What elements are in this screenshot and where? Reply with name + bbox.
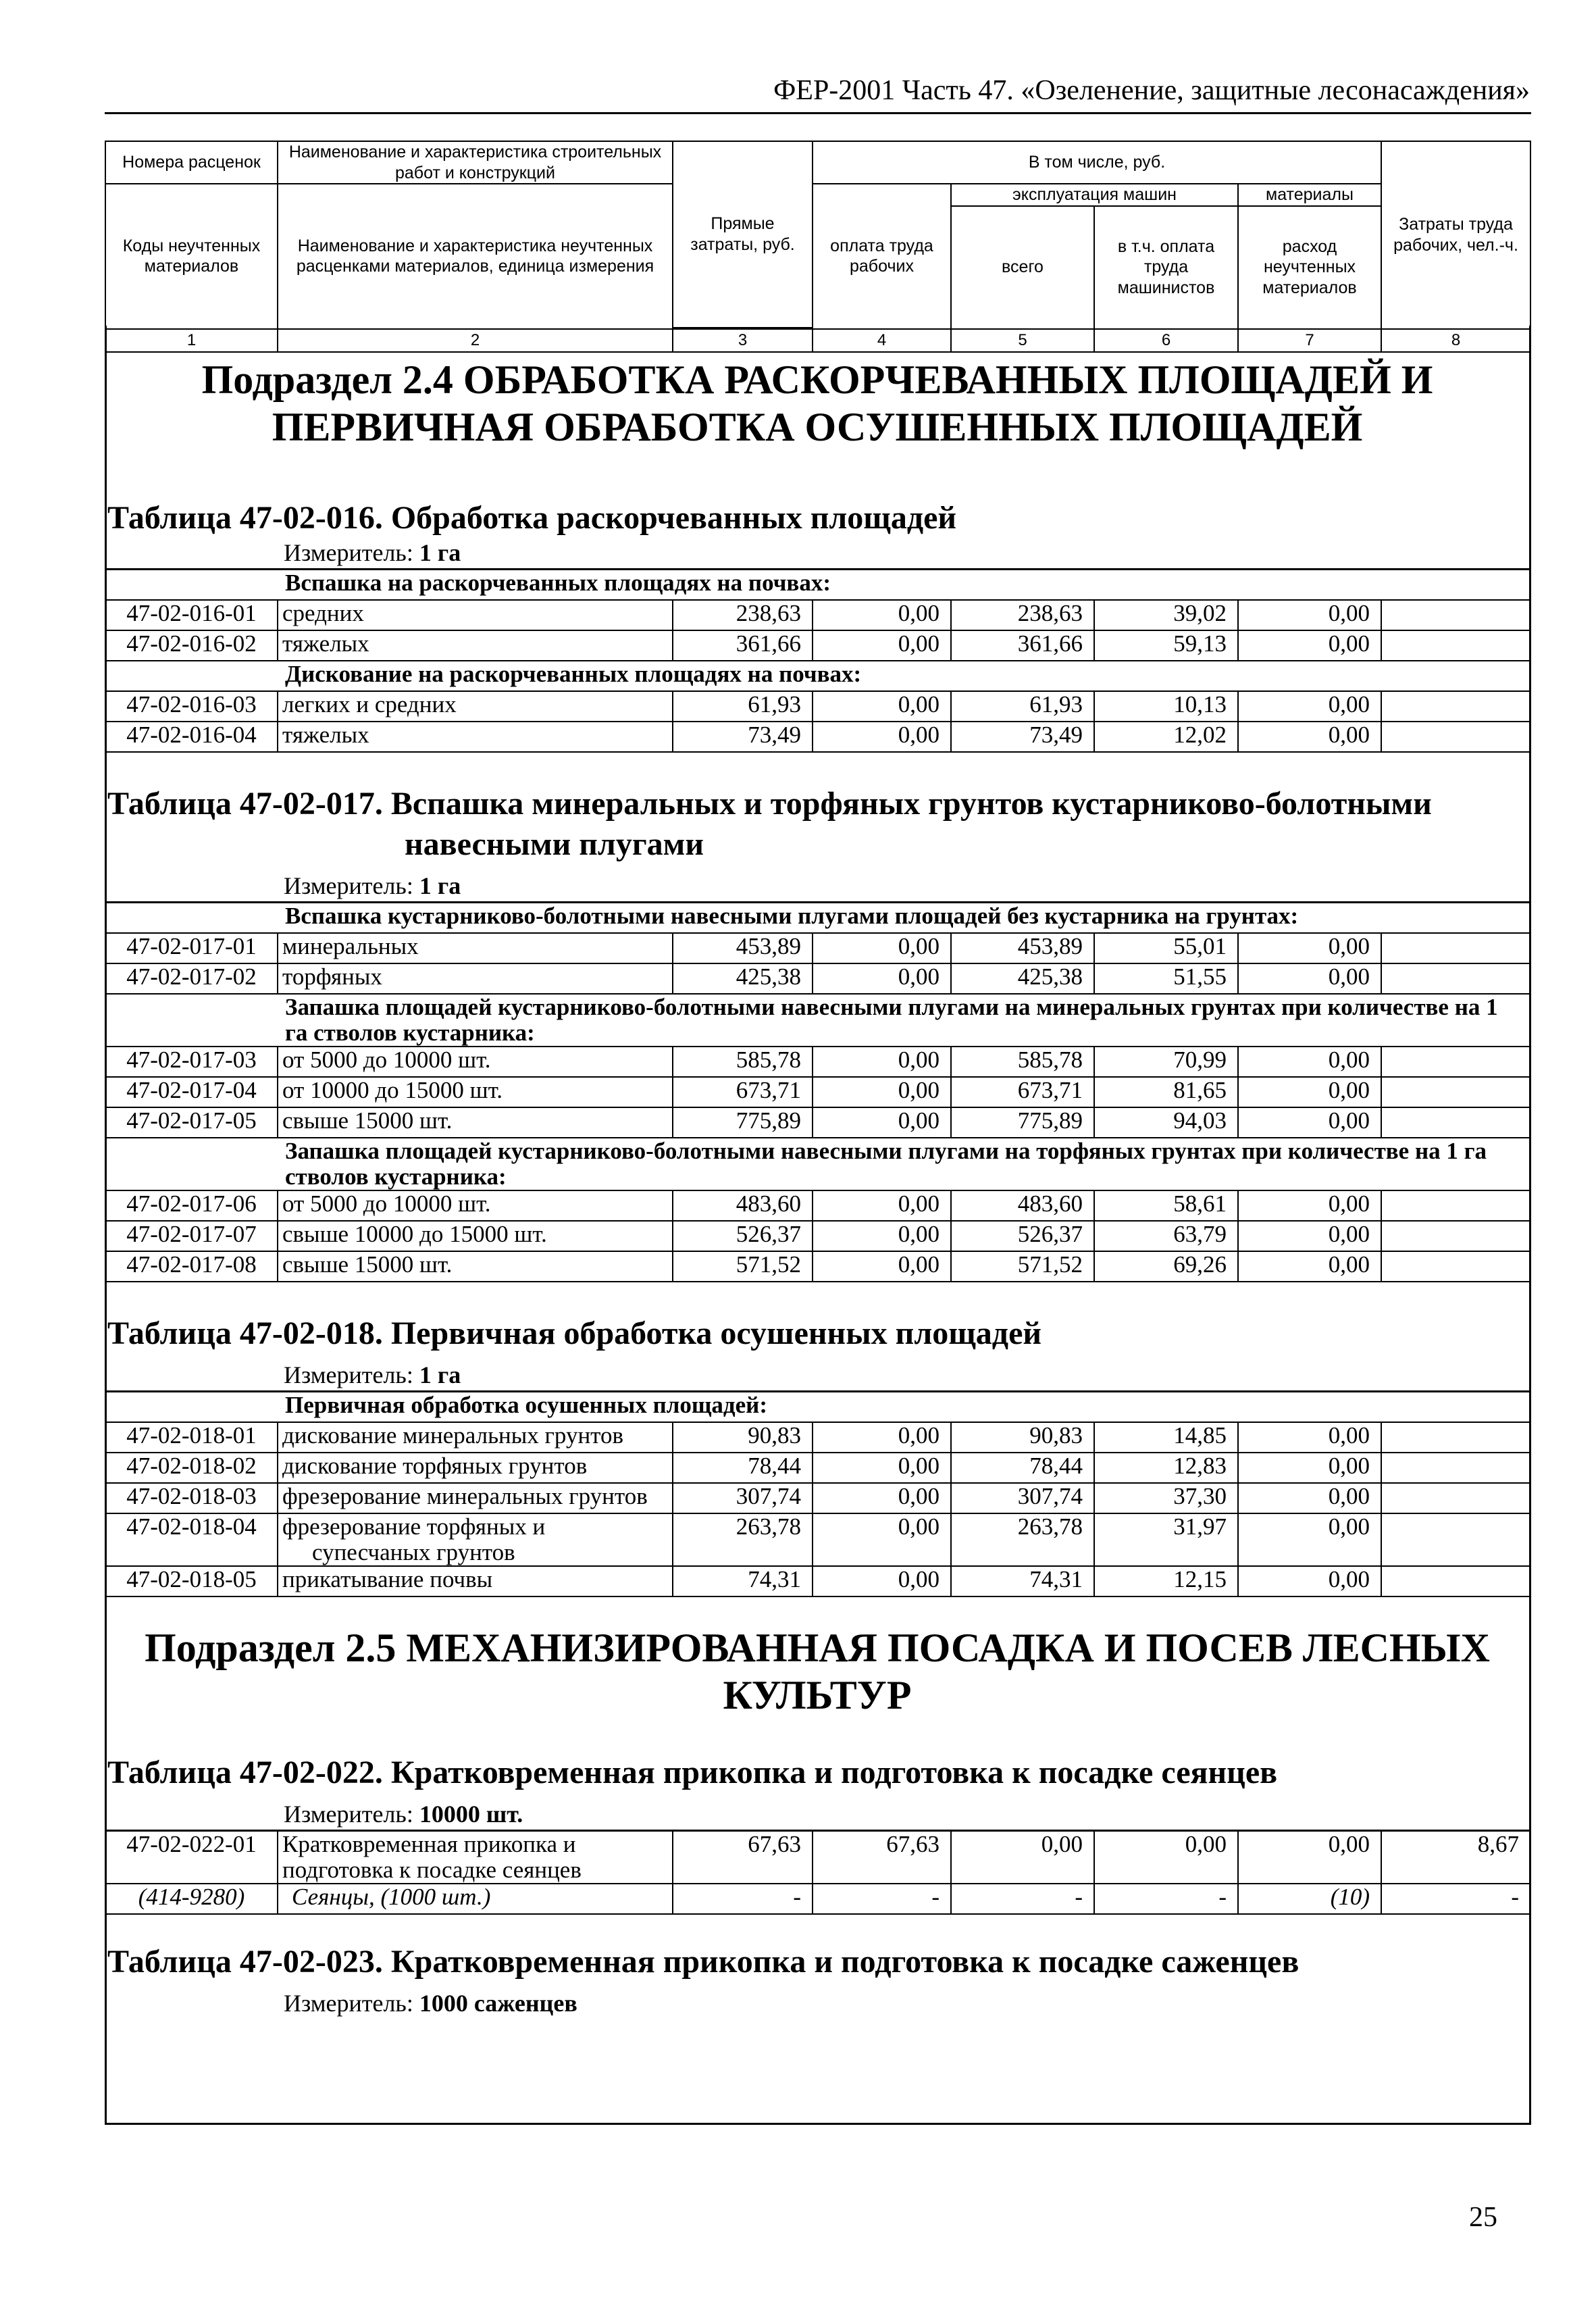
measurer-value: 1 га	[419, 539, 461, 566]
machine-total: 263,78	[951, 1513, 1094, 1566]
rate-code: 47-02-016-04	[105, 722, 278, 752]
direct-costs: 453,89	[673, 933, 813, 963]
work-name: минеральных	[278, 933, 673, 963]
worker-wages: 0,00	[813, 1513, 951, 1566]
table-47-02-017	[105, 901, 1531, 1282]
machine-total: 74,31	[951, 1566, 1094, 1596]
group-heading: Первичная обработка осушенных площадей:	[105, 1392, 1530, 1423]
machine-total: 453,89	[951, 933, 1094, 963]
operator-wages: 59,13	[1094, 630, 1238, 661]
group-heading: Запашка площадей кустарниково-болотными навесными плугами на минеральных грунтах при количестве на 1 га стволов кустарника:	[105, 994, 1530, 1047]
measurer-label: Измеритель:	[284, 1801, 413, 1828]
direct-costs: 90,83	[673, 1422, 813, 1453]
work-name: от 5000 до 10000 шт.	[278, 1190, 673, 1221]
labor-hours	[1381, 1422, 1530, 1453]
col2-bottom-header: Наименование и характеристика неучтенных расценками материалов, единица измерения	[278, 184, 673, 329]
col2-top-header: Наименование и характеристика строительных работ и конструкций	[278, 141, 673, 184]
rate-code: 47-02-018-03	[105, 1483, 278, 1513]
table-row	[105, 1221, 1530, 1251]
rate-code: 47-02-017-08	[105, 1251, 278, 1282]
table-row	[105, 600, 1530, 630]
column-number: 6	[1094, 329, 1238, 352]
direct-costs: 61,93	[673, 691, 813, 722]
machine-total: 78,44	[951, 1453, 1094, 1483]
direct-costs: 526,37	[673, 1221, 813, 1251]
operator-wages: 69,26	[1094, 1251, 1238, 1282]
table-47-02-017-title	[107, 784, 1596, 865]
labor-hours	[1381, 1221, 1530, 1251]
column-number: 4	[813, 329, 951, 352]
worker-wages: 0,00	[813, 1077, 951, 1107]
materials-cost: 0,00	[1238, 933, 1381, 963]
measurer-label: Измеритель:	[284, 872, 413, 899]
rate-code: 47-02-017-06	[105, 1190, 278, 1221]
measurer-value: 1000 саженцев	[419, 1990, 577, 2017]
column-number: 5	[951, 329, 1094, 352]
table-row	[105, 630, 1530, 661]
worker-wages: 67,63	[813, 1831, 951, 1884]
including-header: В том числе, руб.	[813, 141, 1381, 184]
column-header-table	[105, 141, 1531, 353]
work-name: торфяных	[278, 963, 673, 994]
rate-code: 47-02-017-07	[105, 1221, 278, 1251]
materials-cost: 0,00	[1238, 691, 1381, 722]
worker-wages: 0,00	[813, 1422, 951, 1453]
machine-total: 90,83	[951, 1422, 1094, 1453]
col5-header: всего	[951, 206, 1094, 329]
work-name: фрезерование торфяных и супесчаных грунтов	[278, 1513, 673, 1566]
table-row	[105, 1422, 1530, 1453]
col7-header: расход неучтенных материалов	[1238, 206, 1381, 329]
measurer-47-02-023	[284, 1989, 1596, 2019]
work-name: прикатывание почвы	[278, 1566, 673, 1596]
rate-code: 47-02-017-05	[105, 1107, 278, 1138]
materials-header: материалы	[1238, 184, 1381, 206]
measurer-label: Измеритель:	[284, 539, 413, 566]
table-47-02-016-title: Таблица 47-02-016. Обработка раскорчеванных площадей	[107, 500, 957, 536]
operator-wages: 12,15	[1094, 1566, 1238, 1596]
materials-cost: 0,00	[1238, 1513, 1381, 1566]
subsection-2-5-title: Подраздел 2.5 МЕХАНИЗИРОВАННАЯ ПОСАДКА И ПОСЕВ ЛЕСНЫХ КУЛЬТУР	[145, 1626, 1490, 1717]
labor-hours	[1381, 1107, 1530, 1138]
labor-hours	[1381, 1453, 1530, 1483]
operator-wages: 14,85	[1094, 1422, 1238, 1453]
work-name: тяжелых	[278, 722, 673, 752]
operator-wages: 81,65	[1094, 1077, 1238, 1107]
rate-code: 47-02-022-01	[105, 1831, 278, 1884]
direct-costs: 571,52	[673, 1251, 813, 1282]
machine-total: 571,52	[951, 1251, 1094, 1282]
worker-wages: 0,00	[813, 630, 951, 661]
work-name: от 5000 до 10000 шт.	[278, 1047, 673, 1077]
machine-total: 425,38	[951, 963, 1094, 994]
operator-wages: 55,01	[1094, 933, 1238, 963]
work-name: свыше 15000 шт.	[278, 1251, 673, 1282]
subsection-2-4-title: Подраздел 2.4 ОБРАБОТКА РАСКОРЧЕВАННЫХ ПЛОЩАДЕЙ И ПЕРВИЧНАЯ ОБРАБОТКА ОСУШЕННЫХ ПЛОЩАДЕЙ	[201, 357, 1433, 449]
work-name: тяжелых	[278, 630, 673, 661]
labor-hours	[1381, 630, 1530, 661]
rate-code: 47-02-018-01	[105, 1422, 278, 1453]
worker-wages: 0,00	[813, 1107, 951, 1138]
machine-total: 483,60	[951, 1190, 1094, 1221]
materials-cost: 0,00	[1238, 1251, 1381, 1282]
materials-cost: 0,00	[1238, 1831, 1381, 1884]
worker-wages: 0,00	[813, 1453, 951, 1483]
direct-costs: 361,66	[673, 630, 813, 661]
title-line: навесными плугами	[405, 826, 704, 862]
worker-wages: 0,00	[813, 1483, 951, 1513]
labor-hours	[1381, 1483, 1530, 1513]
table-row	[105, 722, 1530, 752]
machine-total: 238,63	[951, 600, 1094, 630]
operator-wages: 31,97	[1094, 1513, 1238, 1566]
direct-costs: 73,49	[673, 722, 813, 752]
rate-code: 47-02-017-03	[105, 1047, 278, 1077]
table-row	[105, 1566, 1530, 1596]
labor-hours	[1381, 1251, 1530, 1282]
material-row	[105, 1884, 1530, 1914]
material-name: Сеянцы, (1000 шт.)	[278, 1884, 673, 1914]
rate-code: 47-02-016-02	[105, 630, 278, 661]
direct-costs: 67,63	[673, 1831, 813, 1884]
operator-wages: 12,02	[1094, 722, 1238, 752]
labor-hours	[1381, 963, 1530, 994]
group-heading: Дискование на раскорчеванных площадях на почвах:	[105, 661, 1530, 691]
operator-wages: 12,83	[1094, 1453, 1238, 1483]
column-number: 8	[1381, 329, 1530, 352]
table-row	[105, 1190, 1530, 1221]
worker-wages: 0,00	[813, 1047, 951, 1077]
operator-wages: 70,99	[1094, 1047, 1238, 1077]
work-name: легких и средних	[278, 691, 673, 722]
rate-code: 47-02-018-02	[105, 1453, 278, 1483]
labor-hours	[1381, 933, 1530, 963]
materials-cost: 0,00	[1238, 963, 1381, 994]
work-name: фрезерование минеральных грунтов	[278, 1483, 673, 1513]
table-row	[105, 1513, 1530, 1566]
materials-cost: 0,00	[1238, 1566, 1381, 1596]
materials-cost: 0,00	[1238, 1190, 1381, 1221]
measurer-47-02-018	[284, 1361, 1596, 1390]
table-row	[105, 1831, 1530, 1884]
operator-wages: 39,02	[1094, 600, 1238, 630]
rate-code: 47-02-017-01	[105, 933, 278, 963]
rate-code: 47-02-017-02	[105, 963, 278, 994]
labor-hours	[1381, 1566, 1530, 1596]
machine-total: 775,89	[951, 1107, 1094, 1138]
column-number: 1	[105, 329, 278, 352]
work-name: дискование торфяных грунтов	[278, 1453, 673, 1483]
measurer-47-02-017	[284, 872, 1596, 901]
table-row	[105, 1047, 1530, 1077]
machine-total: 0,00	[951, 1831, 1094, 1884]
direct-costs: 425,38	[673, 963, 813, 994]
direct-costs: 238,63	[673, 600, 813, 630]
group-heading: Запашка площадей кустарниково-болотными навесными плугами на торфяных грунтах при количестве на 1 га стволов кустарника:	[105, 1138, 1530, 1190]
worker-wages: 0,00	[813, 933, 951, 963]
operator-wages: 51,55	[1094, 963, 1238, 994]
rate-code: 47-02-016-01	[105, 600, 278, 630]
table-47-02-022	[105, 1830, 1531, 1915]
labor-hours	[1381, 1047, 1530, 1077]
document-header-title: ФЕР-2001 Часть 47. «Озеленение, защитные лесонасаждения»	[773, 75, 1530, 106]
column-number: 7	[1238, 329, 1381, 352]
machine-total: 307,74	[951, 1483, 1094, 1513]
labor-hours	[1381, 1077, 1530, 1107]
rate-code: 47-02-016-03	[105, 691, 278, 722]
table-47-02-016	[105, 568, 1531, 753]
materials-cost: 0,00	[1238, 1483, 1381, 1513]
machine-total: 361,66	[951, 630, 1094, 661]
table-row	[105, 1453, 1530, 1483]
labor-hours	[1381, 1190, 1530, 1221]
operator-wages: 0,00	[1094, 1831, 1238, 1884]
materials-cost: 0,00	[1238, 600, 1381, 630]
materials-cost: 0,00	[1238, 722, 1381, 752]
work-name: свыше 15000 шт.	[278, 1107, 673, 1138]
table-row	[105, 691, 1530, 722]
work-name: дискование минеральных грунтов	[278, 1422, 673, 1453]
worker-wages: 0,00	[813, 1190, 951, 1221]
labor-hours	[1381, 600, 1530, 630]
table-row	[105, 1483, 1530, 1513]
worker-wages: 0,00	[813, 722, 951, 752]
table-row	[105, 933, 1530, 963]
labor-hours	[1381, 1513, 1530, 1566]
col1-top-header: Номера расценок	[105, 141, 278, 184]
work-name: от 10000 до 15000 шт.	[278, 1077, 673, 1107]
rate-code: 47-02-018-04	[105, 1513, 278, 1566]
operator-wages: 37,30	[1094, 1483, 1238, 1513]
worker-wages: 0,00	[813, 1251, 951, 1282]
direct-costs: 585,78	[673, 1047, 813, 1077]
materials-cost: 0,00	[1238, 1453, 1381, 1483]
operator-wages: 63,79	[1094, 1221, 1238, 1251]
work-name: Кратковременная прикопка и подготовка к посадке сеянцев	[278, 1831, 673, 1884]
machine-total: -	[951, 1884, 1094, 1914]
work-name: средних	[278, 600, 673, 630]
work-name: свыше 10000 до 15000 шт.	[278, 1221, 673, 1251]
measurer-value: 10000 шт.	[419, 1801, 523, 1828]
direct-costs: 483,60	[673, 1190, 813, 1221]
column-number: 3	[673, 329, 813, 352]
worker-wages: -	[813, 1884, 951, 1914]
col6-header: в т.ч. оплата труда машинистов	[1094, 206, 1238, 329]
materials-cost: 0,00	[1238, 1221, 1381, 1251]
direct-costs: 775,89	[673, 1107, 813, 1138]
material-code: (414-9280)	[105, 1884, 278, 1914]
rate-code: 47-02-018-05	[105, 1566, 278, 1596]
measurer-47-02-022	[284, 1800, 1596, 1830]
worker-wages: 0,00	[813, 963, 951, 994]
table-row	[105, 1251, 1530, 1282]
direct-costs: 673,71	[673, 1077, 813, 1107]
worker-wages: 0,00	[813, 1221, 951, 1251]
direct-costs: -	[673, 1884, 813, 1914]
col4-header: оплата труда рабочих	[813, 184, 951, 329]
labor-hours: -	[1381, 1884, 1530, 1914]
table-47-02-022-title: Таблица 47-02-022. Кратковременная прикопка и подготовка к посадке сеянцев	[107, 1755, 1278, 1790]
operator-wages: 58,61	[1094, 1190, 1238, 1221]
machines-header: эксплуатация машин	[951, 184, 1238, 206]
table-row	[105, 1107, 1530, 1138]
direct-costs: 74,31	[673, 1566, 813, 1596]
table-row	[105, 963, 1530, 994]
labor-hours	[1381, 722, 1530, 752]
header-divider	[105, 112, 1531, 114]
worker-wages: 0,00	[813, 691, 951, 722]
machine-total: 585,78	[951, 1047, 1094, 1077]
group-heading: Вспашка кустарниково-болотными навесными плугами площадей без кустарника на грунтах:	[105, 903, 1530, 934]
machine-total: 673,71	[951, 1077, 1094, 1107]
measurer-label: Измеритель:	[284, 1990, 413, 2017]
table-47-02-018	[105, 1390, 1531, 1597]
labor-hours: 8,67	[1381, 1831, 1530, 1884]
table-47-02-023-title: Таблица 47-02-023. Кратковременная прикопка и подготовка к посадке саженцев	[107, 1944, 1299, 1980]
direct-costs: 263,78	[673, 1513, 813, 1566]
machine-total: 61,93	[951, 691, 1094, 722]
table-47-02-018-title: Таблица 47-02-018. Первичная обработка осушенных площадей	[107, 1315, 1042, 1351]
machine-total: 73,49	[951, 722, 1094, 752]
col1-bottom-header: Коды неучтенных материалов	[105, 184, 278, 329]
measurer-value: 1 га	[419, 872, 461, 899]
group-heading: Вспашка на раскорчеванных площадях на почвах:	[105, 570, 1530, 601]
worker-wages: 0,00	[813, 1566, 951, 1596]
col3-header: Прямые затраты, руб.	[673, 141, 813, 328]
measurer-value: 1 га	[419, 1361, 461, 1388]
table-row	[105, 1077, 1530, 1107]
direct-costs: 307,74	[673, 1483, 813, 1513]
page-number: 25	[1469, 2202, 1497, 2233]
materials-cost: 0,00	[1238, 630, 1381, 661]
labor-hours	[1381, 691, 1530, 722]
operator-wages: -	[1094, 1884, 1238, 1914]
materials-cost: 0,00	[1238, 1047, 1381, 1077]
material-consumption: (10)	[1238, 1884, 1381, 1914]
page-content	[0, 326, 1596, 2019]
direct-costs: 78,44	[673, 1453, 813, 1483]
worker-wages: 0,00	[813, 600, 951, 630]
materials-cost: 0,00	[1238, 1422, 1381, 1453]
col8-header: Затраты труда рабочих, чел.-ч.	[1381, 141, 1530, 329]
measurer-47-02-016	[284, 538, 1596, 568]
materials-cost: 0,00	[1238, 1107, 1381, 1138]
materials-cost: 0,00	[1238, 1077, 1381, 1107]
rate-code: 47-02-017-04	[105, 1077, 278, 1107]
operator-wages: 10,13	[1094, 691, 1238, 722]
operator-wages: 94,03	[1094, 1107, 1238, 1138]
column-number: 2	[278, 329, 673, 352]
machine-total: 526,37	[951, 1221, 1094, 1251]
measurer-label: Измеритель:	[284, 1361, 413, 1388]
title-line: Таблица 47-02-017. Вспашка минеральных и торфяных грунтов кустарниково-болотными	[107, 786, 1432, 822]
